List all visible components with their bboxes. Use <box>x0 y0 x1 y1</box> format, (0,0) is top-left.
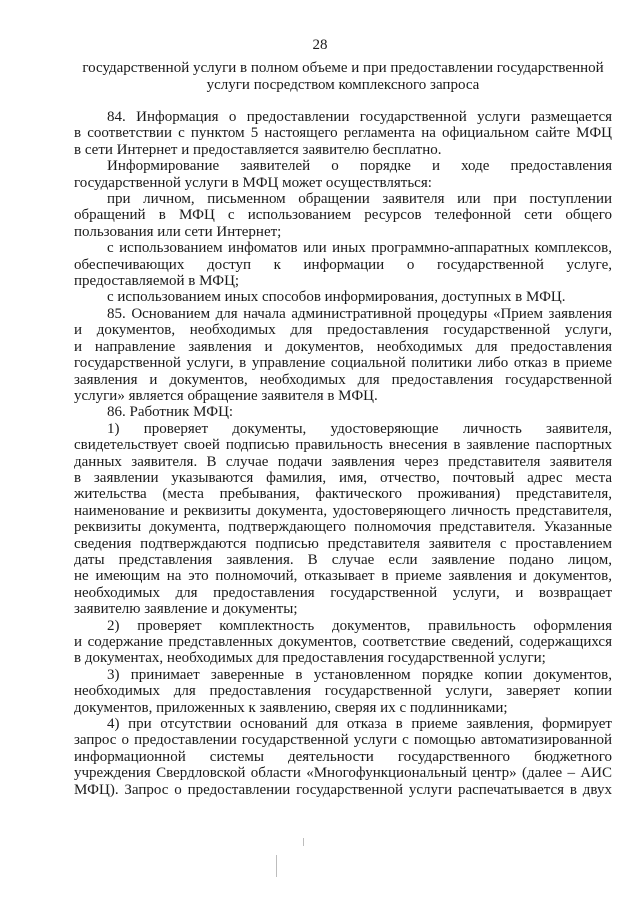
text-line: государственной услуги в МФЦ может осуществляться: <box>74 174 432 191</box>
text-line: предоставляемой в МФЦ; <box>74 273 240 290</box>
text-line: 2) проверяет комплектность документов, правильность оформления <box>107 617 612 634</box>
text-line: запрос о предоставлении государственной услуги с помощью автоматизированной <box>74 732 612 749</box>
text-line: свидетельствует своей подписью правильность внесения в заявление паспортных <box>74 437 612 454</box>
document-body <box>74 60 612 798</box>
page-number: 28 <box>312 37 328 53</box>
text-line: Информирование заявителей о порядке и ходе предоставления <box>107 158 612 175</box>
text-line: 84. Информация о предоставлении государственной услуги размещается <box>107 109 612 125</box>
text-line: документов, приложенных к заявлению, сверяя их с подлинниками; <box>74 699 508 716</box>
text-line: необходимых для предоставления государственной услуги, и возвращает <box>74 584 612 601</box>
text-line: наименование и реквизиты документа, удостоверяющего личность представителя, <box>74 502 612 519</box>
text-line: данных заявителя. В случае подачи заявления через представителя заявителя <box>74 453 612 470</box>
text-line: и направление заявления и документов, необходимых для предоставления <box>74 338 612 355</box>
text-line: 4) при отсутствии оснований для отказа в приеме заявления, формирует <box>107 716 612 733</box>
heading-line: услуги посредством комплексного запроса <box>206 77 480 93</box>
text-line: в заявлении указываются фамилия, имя, отчество, почтовый адрес места <box>74 469 612 486</box>
paragraph-text <box>74 109 612 798</box>
text-line: жительства (места пребывания, фактического проживания) представителя, <box>74 486 612 503</box>
text-line: не имеющим на это полномочий, отказывает в приеме заявления и документов, <box>74 568 612 585</box>
text-line: при личном, письменном обращении заявителя или при поступлении <box>107 191 612 208</box>
text-line: сведения подтверждаются подписью представителя заявителя с проставлением <box>74 535 612 552</box>
text-line: заявителю заявление и документы; <box>74 601 298 618</box>
scan-artifact <box>303 838 304 846</box>
text-line: в сети Интернет и предоставляется заявителю бесплатно. <box>74 141 442 158</box>
text-line: услуги» является обращение заявителя в МФЦ. <box>74 387 378 404</box>
text-line: необходимых для предоставления государственной услуги, заверяет копии <box>74 683 612 700</box>
text-line: МФЦ). Запрос о предоставлении государственной услуги распечатывается в двух <box>74 781 612 798</box>
text-line: государственной услуги, в управление социальной политики либо отказ в приеме <box>74 355 612 372</box>
text-line: 86. Работник МФЦ: <box>107 404 234 421</box>
text-line: даты представления заявления. В случае если заявление подано лицом, <box>74 551 612 568</box>
text-line: информационной системы деятельности государственного бюджетного <box>74 748 612 765</box>
text-line: учреждения Свердловской области «Многофункциональный центр» (далее – АИС <box>74 765 612 782</box>
text-line: и содержание представленных документов, соответствие сведений, содержащихся <box>74 634 612 650</box>
text-line: реквизиты документа, подтверждающего полномочия представителя. Указанные <box>74 519 612 536</box>
text-line: и документов, необходимых для предоставления государственной услуги, <box>74 322 612 339</box>
text-line: пользования или сети Интернет; <box>74 223 282 240</box>
text-line: с использованием иных способов информирования, доступных в МФЦ. <box>107 289 566 306</box>
text-line: заявления и документов, необходимых для предоставления государственной <box>74 371 612 388</box>
section-heading <box>74 60 612 94</box>
text-line: с использованием инфоматов или иных программно-аппаратных комплексов, <box>107 240 612 257</box>
text-line: в документах, необходимых для предоставления государственной услуги; <box>74 650 546 667</box>
text-line: 3) принимает заверенные в установленном порядке копии документов, <box>107 666 612 683</box>
scan-artifact <box>276 855 277 877</box>
text-line: обеспечивающих доступ к информации о государственной услуге, <box>74 256 612 273</box>
text-line: в соответствии с пунктом 5 настоящего регламента на официальном сайте МФЦ <box>74 125 612 142</box>
text-line: 85. Основанием для начала административной процедуры «Прием заявления <box>107 305 612 322</box>
text-line: обращений в МФЦ с использованием ресурсов телефонной сети общего <box>74 207 612 224</box>
text-line: 1) проверяет документы, удостоверяющие личность заявителя, <box>107 420 612 437</box>
heading-line: государственной услуги в полном объеме и при предоставлении государственной <box>82 60 604 76</box>
